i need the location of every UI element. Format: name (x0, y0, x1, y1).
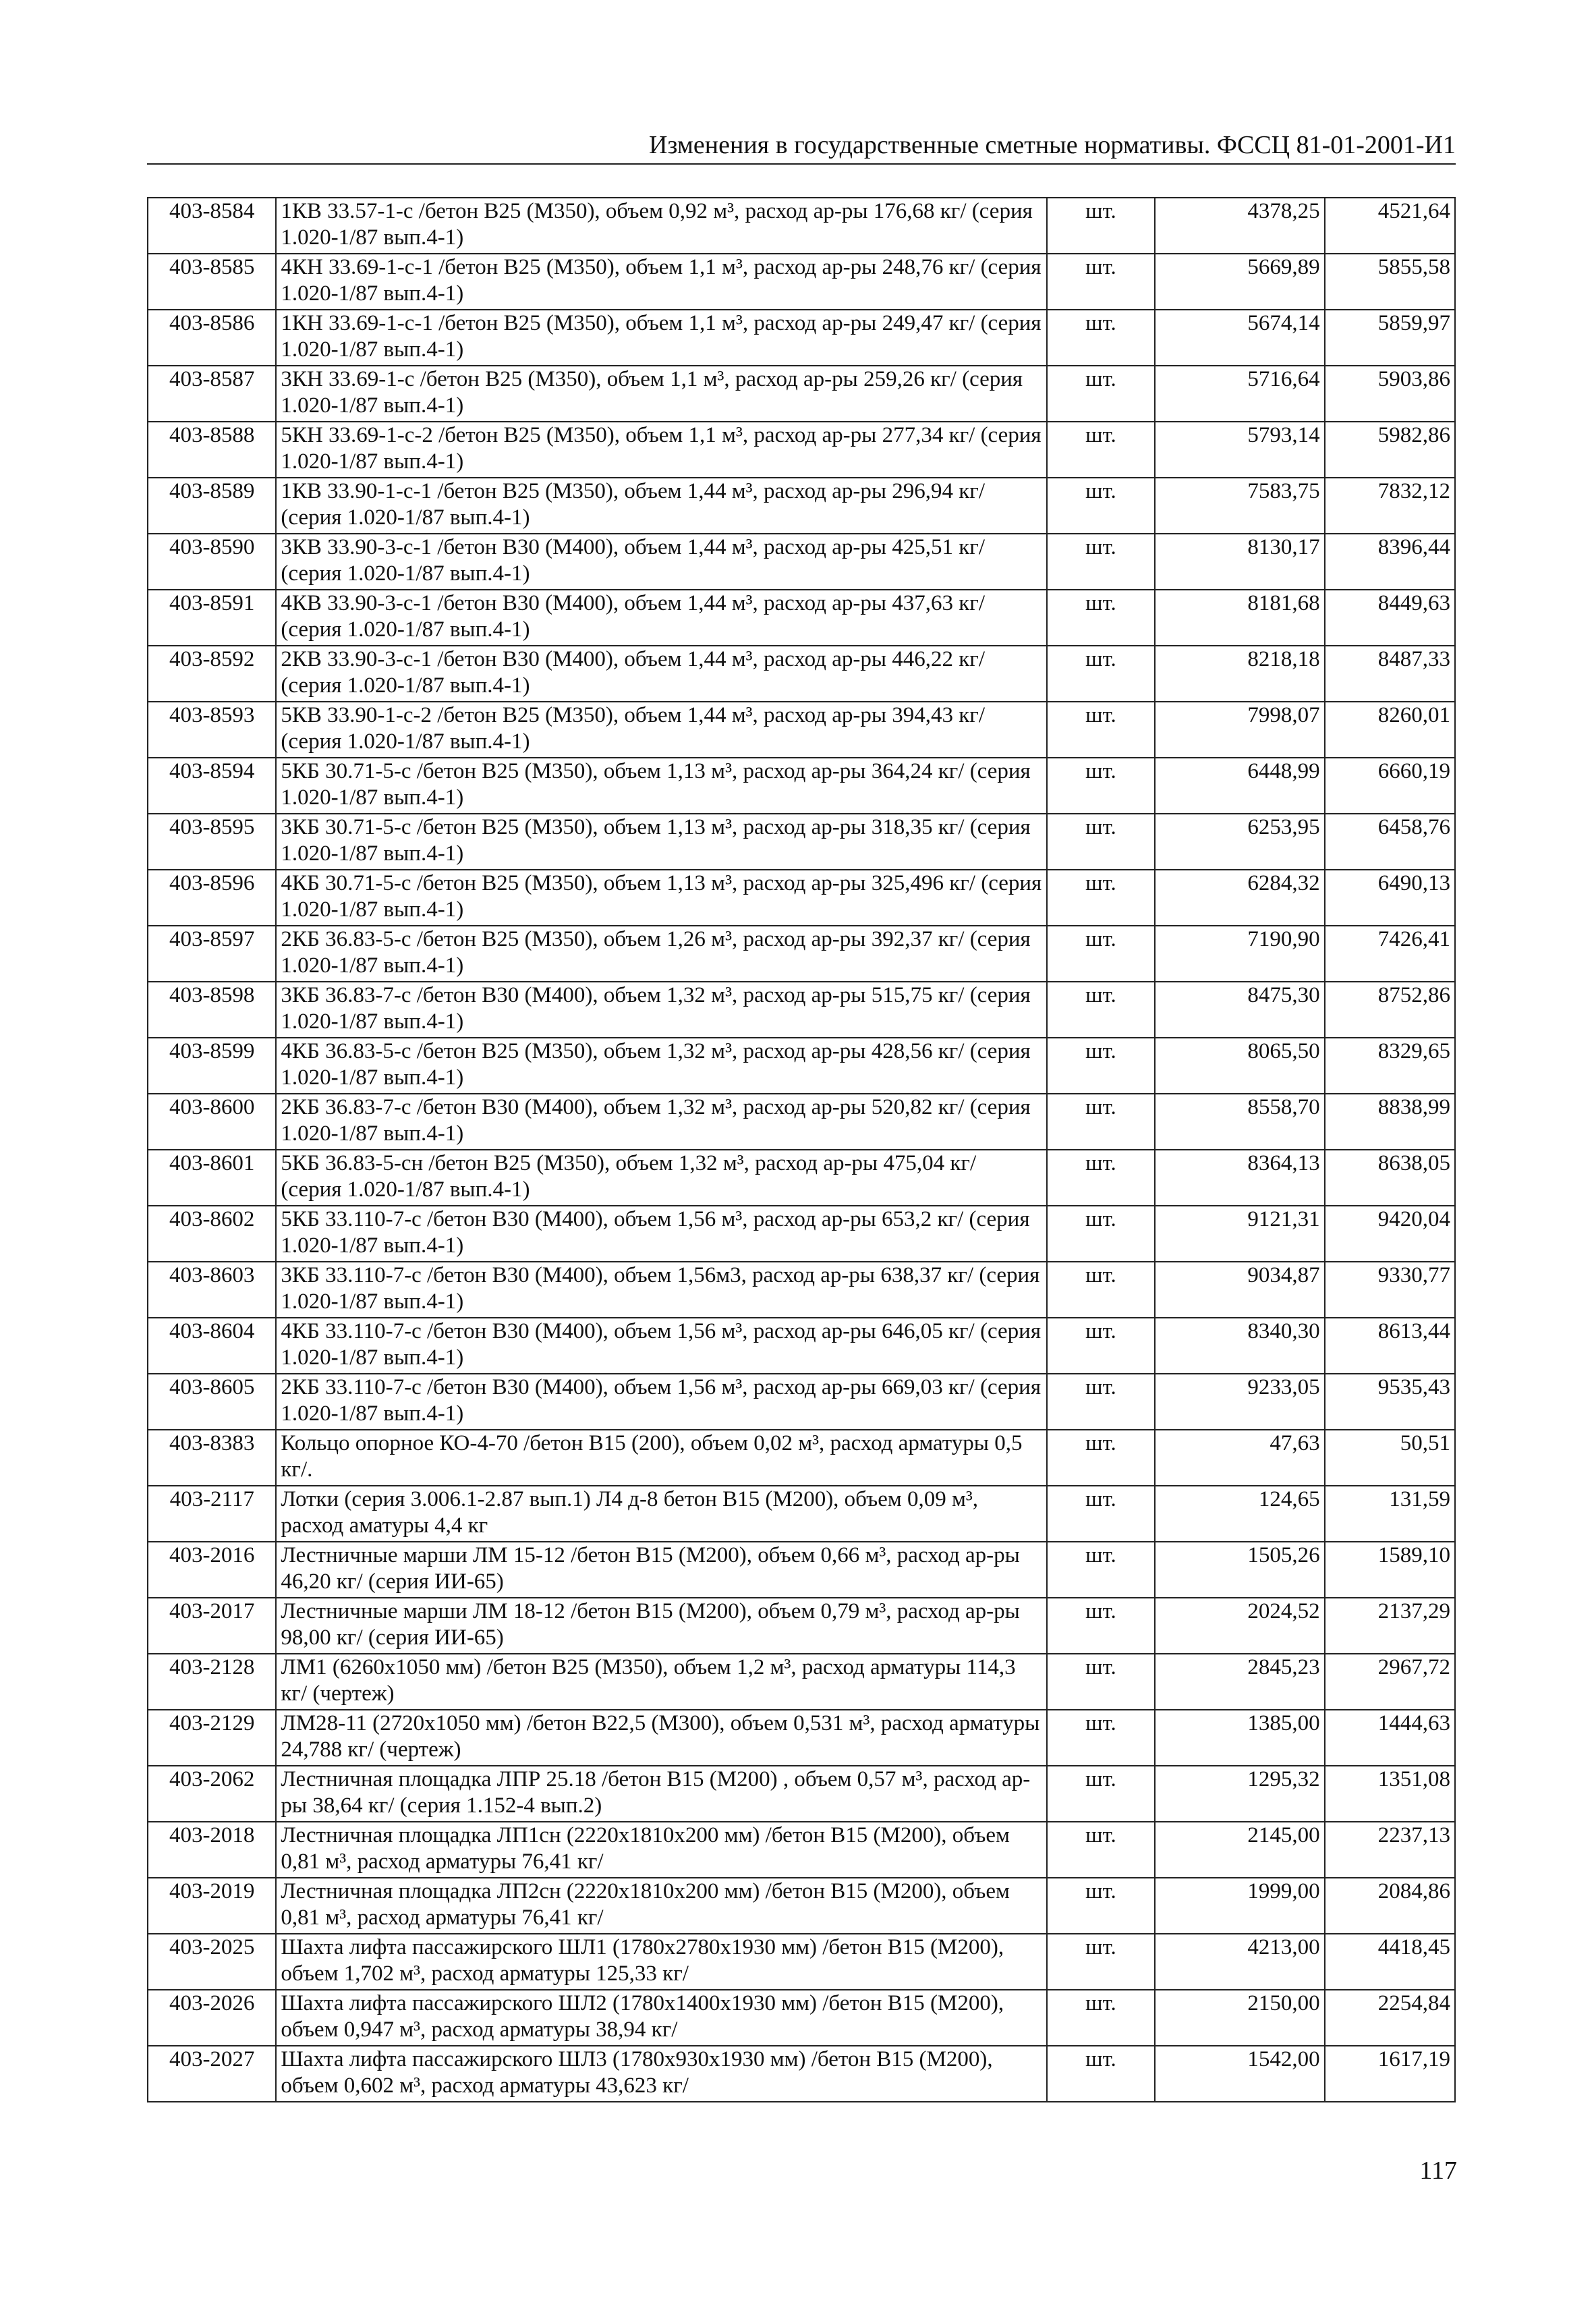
cell-unit: шт. (1047, 2046, 1155, 2102)
cell-price-1: 9121,31 (1155, 1206, 1325, 1262)
cell-unit: шт. (1047, 1374, 1155, 1430)
table-row (148, 1822, 1455, 1878)
cell-unit: шт. (1047, 366, 1155, 422)
cell-price-2: 6660,19 (1325, 758, 1455, 814)
cell-code: 403-8602 (148, 1206, 276, 1262)
cell-description: 1КВ 33.57-1-с /бетон В25 (М350), объем 0,92 м³, расход ар-ры 176,68 кг/ (серия 1.020-1/87 вып.4-1) (276, 198, 1046, 254)
cell-code: 403-8600 (148, 1094, 276, 1150)
cell-unit: шт. (1047, 1262, 1155, 1318)
cell-unit: шт. (1047, 1486, 1155, 1542)
cell-description: 5КВ 33.90-1-с-2 /бетон В25 (М350), объем 1,44 м³, расход ар-ры 394,43 кг/ (серия 1.020-1/87 вып.4-1) (276, 702, 1046, 758)
cell-unit: шт. (1047, 478, 1155, 534)
table-row (148, 702, 1455, 758)
table-row (148, 1094, 1455, 1150)
cell-price-2: 2084,86 (1325, 1878, 1455, 1934)
cell-price-2: 8613,44 (1325, 1318, 1455, 1374)
cell-description: 4КБ 30.71-5-с /бетон В25 (М350), объем 1,13 м³, расход ар-ры 325,496 кг/ (серия 1.020-1/87 вып.4-1) (276, 870, 1046, 926)
cell-price-2: 8260,01 (1325, 702, 1455, 758)
cell-price-2: 8752,86 (1325, 982, 1455, 1038)
cell-price-2: 6458,76 (1325, 814, 1455, 870)
cell-code: 403-8592 (148, 646, 276, 702)
cell-price-2: 5855,58 (1325, 254, 1455, 310)
cell-unit: шт. (1047, 310, 1155, 366)
cell-description: 1КН 33.69-1-с-1 /бетон В25 (М350), объем 1,1 м³, расход ар-ры 249,47 кг/ (серия 1.020-1/87 вып.4-1) (276, 310, 1046, 366)
cell-price-2: 5903,86 (1325, 366, 1455, 422)
cell-description: ЛМ28-11 (2720x1050 мм) /бетон В22,5 (М300), объем 0,531 м³, расход арматуры 24,788 кг/ (чертеж) (276, 1710, 1046, 1766)
cell-price-1: 2145,00 (1155, 1822, 1325, 1878)
cell-price-1: 9233,05 (1155, 1374, 1325, 1430)
table-row (148, 870, 1455, 926)
cell-price-2: 2254,84 (1325, 1990, 1455, 2046)
table-row (148, 590, 1455, 646)
cell-code: 403-2019 (148, 1878, 276, 1934)
cell-unit: шт. (1047, 1822, 1155, 1878)
cell-unit: шт. (1047, 1654, 1155, 1710)
cell-price-2: 9535,43 (1325, 1374, 1455, 1430)
cell-price-2: 8638,05 (1325, 1150, 1455, 1206)
cell-price-2: 9330,77 (1325, 1262, 1455, 1318)
table-row (148, 366, 1455, 422)
cell-description: 3КБ 36.83-7-с /бетон В30 (М400), объем 1,32 м³, расход ар-ры 515,75 кг/ (серия 1.020-1/87 вып.4-1) (276, 982, 1046, 1038)
cell-price-1: 8130,17 (1155, 534, 1325, 590)
cell-price-1: 8558,70 (1155, 1094, 1325, 1150)
cell-unit: шт. (1047, 1318, 1155, 1374)
cell-code: 403-8587 (148, 366, 276, 422)
cell-code: 403-8595 (148, 814, 276, 870)
table-row (148, 1486, 1455, 1542)
table-row (148, 814, 1455, 870)
cell-description: 4КБ 33.110-7-с /бетон В30 (М400), объем 1,56 м³, расход ар-ры 646,05 кг/ (серия 1.020-1/87 вып.4-1) (276, 1318, 1046, 1374)
cell-code: 403-8604 (148, 1318, 276, 1374)
cell-price-1: 2150,00 (1155, 1990, 1325, 2046)
page-number: 117 (1419, 2156, 1457, 2185)
cell-price-2: 2967,72 (1325, 1654, 1455, 1710)
cell-price-1: 8218,18 (1155, 646, 1325, 702)
cell-description: Шахта лифта пассажирского ШЛ2 (1780x1400x1930 мм) /бетон В15 (М200), объем 0,947 м³, расход арматуры 38,94 кг/ (276, 1990, 1046, 2046)
cell-unit: шт. (1047, 1878, 1155, 1934)
cell-price-1: 6448,99 (1155, 758, 1325, 814)
cell-code: 403-2025 (148, 1934, 276, 1990)
cell-price-1: 4213,00 (1155, 1934, 1325, 1990)
cell-description: ЛМ1 (6260x1050 мм) /бетон В25 (М350), объем 1,2 м³, расход арматуры 114,3 кг/ (чертеж) (276, 1654, 1046, 1710)
cell-unit: шт. (1047, 646, 1155, 702)
cell-code: 403-2128 (148, 1654, 276, 1710)
cell-price-1: 7583,75 (1155, 478, 1325, 534)
table-row (148, 534, 1455, 590)
cell-price-1: 8340,30 (1155, 1318, 1325, 1374)
cell-description: 3КБ 33.110-7-с /бетон В30 (М400), объем 1,56м3, расход ар-ры 638,37 кг/ (серия 1.020-1/87 вып.4-1) (276, 1262, 1046, 1318)
cell-unit: шт. (1047, 1094, 1155, 1150)
cell-price-1: 8181,68 (1155, 590, 1325, 646)
cell-code: 403-8598 (148, 982, 276, 1038)
table-row (148, 1542, 1455, 1598)
cell-price-1: 5669,89 (1155, 254, 1325, 310)
cell-unit: шт. (1047, 198, 1155, 254)
cell-price-2: 1589,10 (1325, 1542, 1455, 1598)
cell-description: 5КБ 36.83-5-сн /бетон В25 (М350), объем 1,32 м³, расход ар-ры 475,04 кг/ (серия 1.020-1/87 вып.4-1) (276, 1150, 1046, 1206)
cell-price-1: 5674,14 (1155, 310, 1325, 366)
cell-unit: шт. (1047, 1542, 1155, 1598)
cell-code: 403-8594 (148, 758, 276, 814)
table-row (148, 1318, 1455, 1374)
cell-code: 403-8589 (148, 478, 276, 534)
cell-description: Лестничная площадка ЛПР 25.18 /бетон В15 (М200) , объем 0,57 м³, расход ар-ры 38,64 кг/ (серия 1.152-4 вып.2) (276, 1766, 1046, 1822)
cell-unit: шт. (1047, 758, 1155, 814)
table-row (148, 254, 1455, 310)
cell-price-1: 7998,07 (1155, 702, 1325, 758)
cell-code: 403-8591 (148, 590, 276, 646)
cell-price-1: 47,63 (1155, 1430, 1325, 1486)
cell-price-1: 9034,87 (1155, 1262, 1325, 1318)
table-row (148, 422, 1455, 478)
cell-code: 403-8585 (148, 254, 276, 310)
cell-price-1: 8364,13 (1155, 1150, 1325, 1206)
cell-code: 403-8586 (148, 310, 276, 366)
cell-unit: шт. (1047, 1934, 1155, 1990)
cell-price-1: 6253,95 (1155, 814, 1325, 870)
cell-description: 4КВ 33.90-3-с-1 /бетон В30 (М400), объем 1,44 м³, расход ар-ры 437,63 кг/ (серия 1.020-1/87 вып.4-1) (276, 590, 1046, 646)
cell-description: 3КВ 33.90-3-с-1 /бетон В30 (М400), объем 1,44 м³, расход ар-ры 425,51 кг/ (серия 1.020-1/87 вып.4-1) (276, 534, 1046, 590)
cell-price-1: 8065,50 (1155, 1038, 1325, 1094)
cell-price-1: 6284,32 (1155, 870, 1325, 926)
cell-code: 403-2018 (148, 1822, 276, 1878)
cell-code: 403-2117 (148, 1486, 276, 1542)
cell-price-2: 2237,13 (1325, 1822, 1455, 1878)
cell-unit: шт. (1047, 254, 1155, 310)
table-row (148, 1878, 1455, 1934)
cell-unit: шт. (1047, 1206, 1155, 1262)
cell-description: 4КН 33.69-1-с-1 /бетон В25 (М350), объем 1,1 м³, расход ар-ры 248,76 кг/ (серия 1.020-1/87 вып.4-1) (276, 254, 1046, 310)
cell-unit: шт. (1047, 422, 1155, 478)
cell-price-1: 2024,52 (1155, 1598, 1325, 1654)
cell-unit: шт. (1047, 1150, 1155, 1206)
cell-code: 403-2026 (148, 1990, 276, 2046)
table-row (148, 646, 1455, 702)
table-row (148, 1430, 1455, 1486)
cell-description: 1КВ 33.90-1-с-1 /бетон В25 (М350), объем 1,44 м³, расход ар-ры 296,94 кг/ (серия 1.020-1/87 вып.4-1) (276, 478, 1046, 534)
cell-price-1: 1295,32 (1155, 1766, 1325, 1822)
cell-price-2: 8396,44 (1325, 534, 1455, 590)
cell-code: 403-2129 (148, 1710, 276, 1766)
cell-code: 403-8596 (148, 870, 276, 926)
cell-price-1: 124,65 (1155, 1486, 1325, 1542)
cell-code: 403-8597 (148, 926, 276, 982)
cell-price-1: 1999,00 (1155, 1878, 1325, 1934)
cell-price-2: 9420,04 (1325, 1206, 1455, 1262)
cell-description: Лотки (серия 3.006.1-2.87 вып.1) Л4 д-8 бетон В15 (М200), объем 0,09 м³, расход аматуры 4,4 кг (276, 1486, 1046, 1542)
cell-code: 403-8584 (148, 198, 276, 254)
cell-unit: шт. (1047, 926, 1155, 982)
cell-code: 403-8593 (148, 702, 276, 758)
cell-price-2: 5982,86 (1325, 422, 1455, 478)
table-row (148, 1934, 1455, 1990)
table-row (148, 478, 1455, 534)
table-row (148, 926, 1455, 982)
cell-code: 403-8599 (148, 1038, 276, 1094)
cell-price-2: 50,51 (1325, 1430, 1455, 1486)
table-row (148, 1150, 1455, 1206)
cell-unit: шт. (1047, 1430, 1155, 1486)
cell-code: 403-8590 (148, 534, 276, 590)
table-row (148, 1374, 1455, 1430)
cell-code: 403-2017 (148, 1598, 276, 1654)
cell-price-1: 1505,26 (1155, 1542, 1325, 1598)
cell-code: 403-2027 (148, 2046, 276, 2102)
cell-price-1: 2845,23 (1155, 1654, 1325, 1710)
cell-price-2: 1617,19 (1325, 2046, 1455, 2102)
cell-code: 403-8383 (148, 1430, 276, 1486)
cell-description: 2КБ 36.83-5-с /бетон В25 (М350), объем 1,26 м³, расход ар-ры 392,37 кг/ (серия 1.020-1/87 вып.4-1) (276, 926, 1046, 982)
cell-price-2: 7832,12 (1325, 478, 1455, 534)
cell-price-2: 4418,45 (1325, 1934, 1455, 1990)
table-row (148, 982, 1455, 1038)
cell-description: 5КБ 33.110-7-с /бетон В30 (М400), объем 1,56 м³, расход ар-ры 653,2 кг/ (серия 1.020-1/87 вып.4-1) (276, 1206, 1046, 1262)
cell-price-2: 2137,29 (1325, 1598, 1455, 1654)
cell-code: 403-8601 (148, 1150, 276, 1206)
cell-description: Лестничные марши ЛМ 15-12 /бетон В15 (М200), объем 0,66 м³, расход ар-ры 46,20 кг/ (серия ИИ-65) (276, 1542, 1046, 1598)
table-row (148, 1038, 1455, 1094)
cell-unit: шт. (1047, 814, 1155, 870)
cell-description: 2КБ 33.110-7-с /бетон В30 (М400), объем 1,56 м³, расход ар-ры 669,03 кг/ (серия 1.020-1/87 вып.4-1) (276, 1374, 1046, 1430)
table-row (148, 1206, 1455, 1262)
cell-description: Лестничные марши ЛМ 18-12 /бетон В15 (М200), объем 0,79 м³, расход ар-ры 98,00 кг/ (серия ИИ-65) (276, 1598, 1046, 1654)
cell-price-2: 6490,13 (1325, 870, 1455, 926)
cell-price-2: 5859,97 (1325, 310, 1455, 366)
cell-description: Лестничная площадка ЛП2сн (2220x1810x200 мм) /бетон В15 (М200), объем 0,81 м³, расход арматуры 76,41 кг/ (276, 1878, 1046, 1934)
cell-description: Шахта лифта пассажирского ШЛ1 (1780x2780x1930 мм) /бетон В15 (М200), объем 1,702 м³, расход арматуры 125,33 кг/ (276, 1934, 1046, 1990)
table-row (148, 1990, 1455, 2046)
table-row (148, 1262, 1455, 1318)
cell-price-2: 131,59 (1325, 1486, 1455, 1542)
cell-code: 403-8605 (148, 1374, 276, 1430)
cell-price-1: 5793,14 (1155, 422, 1325, 478)
cell-price-2: 8329,65 (1325, 1038, 1455, 1094)
cell-price-1: 1385,00 (1155, 1710, 1325, 1766)
cell-unit: шт. (1047, 1598, 1155, 1654)
cell-description: 5КБ 30.71-5-с /бетон В25 (М350), объем 1,13 м³, расход ар-ры 364,24 кг/ (серия 1.020-1/87 вып.4-1) (276, 758, 1046, 814)
cell-unit: шт. (1047, 870, 1155, 926)
cell-description: 2КБ 36.83-7-с /бетон В30 (М400), объем 1,32 м³, расход ар-ры 520,82 кг/ (серия 1.020-1/87 вып.4-1) (276, 1094, 1046, 1150)
cell-unit: шт. (1047, 1990, 1155, 2046)
cell-code: 403-8588 (148, 422, 276, 478)
table-row (148, 310, 1455, 366)
cell-price-1: 8475,30 (1155, 982, 1325, 1038)
table-row (148, 2046, 1455, 2102)
cell-description: 5КН 33.69-1-с-2 /бетон В25 (М350), объем 1,1 м³, расход ар-ры 277,34 кг/ (серия 1.020-1/87 вып.4-1) (276, 422, 1046, 478)
page-header: Изменения в государственные сметные нормативы. ФССЦ 81-01-2001-И1 (147, 128, 1456, 165)
table-row (148, 1598, 1455, 1654)
cell-code: 403-2016 (148, 1542, 276, 1598)
cell-code: 403-8603 (148, 1262, 276, 1318)
cell-code: 403-2062 (148, 1766, 276, 1822)
cell-price-2: 7426,41 (1325, 926, 1455, 982)
table-row (148, 1710, 1455, 1766)
cell-description: 4КБ 36.83-5-с /бетон В25 (М350), объем 1,32 м³, расход ар-ры 428,56 кг/ (серия 1.020-1/87 вып.4-1) (276, 1038, 1046, 1094)
cell-description: Лестничная площадка ЛП1сн (2220x1810x200 мм) /бетон В15 (М200), объем 0,81 м³, расход арматуры 76,41 кг/ (276, 1822, 1046, 1878)
cell-description: 3КБ 30.71-5-с /бетон В25 (М350), объем 1,13 м³, расход ар-ры 318,35 кг/ (серия 1.020-1/87 вып.4-1) (276, 814, 1046, 870)
table-row (148, 758, 1455, 814)
cell-unit: шт. (1047, 534, 1155, 590)
cell-description: Шахта лифта пассажирского ШЛ3 (1780x930x1930 мм) /бетон В15 (М200), объем 0,602 м³, расход арматуры 43,623 кг/ (276, 2046, 1046, 2102)
table-row (148, 198, 1455, 254)
cell-description: 2КВ 33.90-3-с-1 /бетон В30 (М400), объем 1,44 м³, расход ар-ры 446,22 кг/ (серия 1.020-1/87 вып.4-1) (276, 646, 1046, 702)
cell-price-2: 1444,63 (1325, 1710, 1455, 1766)
cell-price-2: 1351,08 (1325, 1766, 1455, 1822)
price-table (147, 197, 1456, 2102)
cell-description: Кольцо опорное КО-4-70 /бетон В15 (200), объем 0,02 м³, расход арматуры 0,5 кг/. (276, 1430, 1046, 1486)
cell-price-1: 7190,90 (1155, 926, 1325, 982)
table-row (148, 1654, 1455, 1710)
price-table-body (148, 198, 1455, 2102)
cell-description: 3КН 33.69-1-с /бетон В25 (М350), объем 1,1 м³, расход ар-ры 259,26 кг/ (серия 1.020-1/87 вып.4-1) (276, 366, 1046, 422)
table-row (148, 1766, 1455, 1822)
cell-price-2: 4521,64 (1325, 198, 1455, 254)
cell-unit: шт. (1047, 1710, 1155, 1766)
cell-price-1: 4378,25 (1155, 198, 1325, 254)
cell-unit: шт. (1047, 1766, 1155, 1822)
cell-price-1: 1542,00 (1155, 2046, 1325, 2102)
cell-unit: шт. (1047, 1038, 1155, 1094)
cell-price-2: 8487,33 (1325, 646, 1455, 702)
cell-price-2: 8838,99 (1325, 1094, 1455, 1150)
cell-unit: шт. (1047, 982, 1155, 1038)
cell-unit: шт. (1047, 702, 1155, 758)
cell-unit: шт. (1047, 590, 1155, 646)
cell-price-1: 5716,64 (1155, 366, 1325, 422)
cell-price-2: 8449,63 (1325, 590, 1455, 646)
